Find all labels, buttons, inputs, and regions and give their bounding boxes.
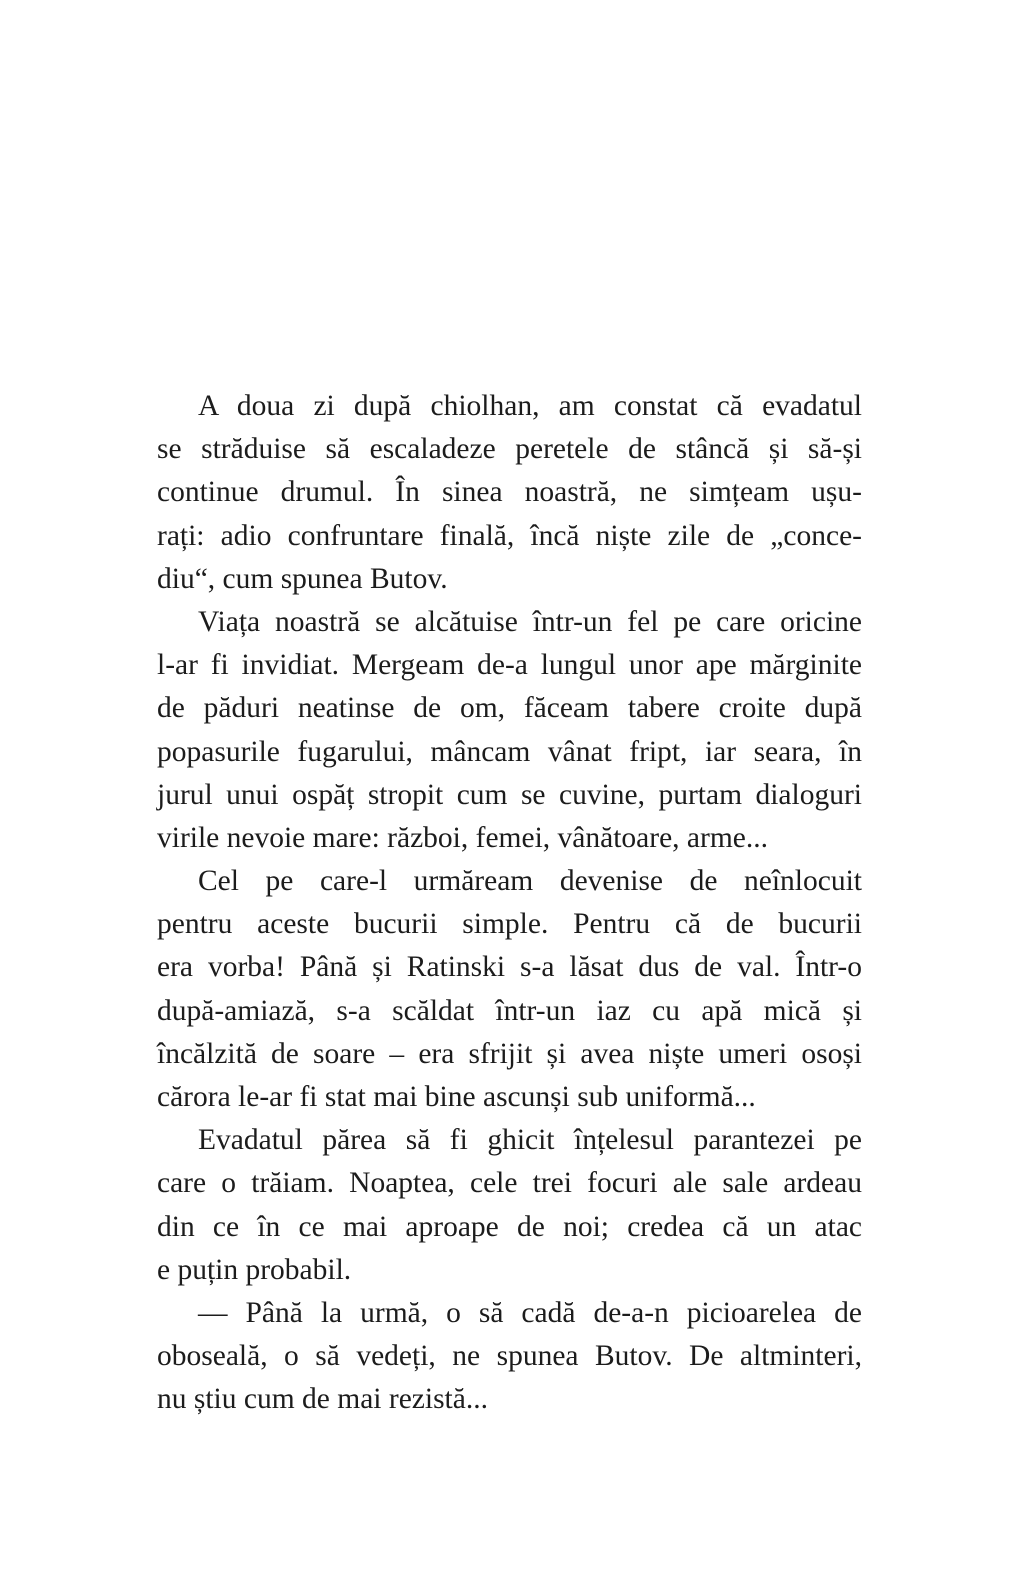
text-line: diu“, cum spunea Butov.	[157, 562, 448, 595]
paragraph	[157, 860, 862, 1119]
text-line: pentru aceste bucurii simple. Pentru că de bucurii	[157, 908, 862, 941]
paragraph	[157, 385, 862, 601]
paragraph	[157, 601, 862, 860]
text-line: oboseală, o să vedeți, ne spunea Butov. De altminteri,	[157, 1340, 862, 1373]
text-line: jurul unui ospăț stropit cum se cuvine, purtam dialoguri	[157, 778, 862, 811]
text-line: l-ar fi invidiat. Mergeam de-a lungul unor ape mărginite	[157, 649, 862, 682]
text-line: rați: adio confruntare finală, încă niște zile de „conce-	[157, 519, 862, 552]
text-line: virile nevoie mare: război, femei, vânătoare, arme...	[157, 821, 769, 854]
text-line: după-amiază, s-a scăldat într-un iaz cu apă mică și	[157, 994, 862, 1027]
text-line: încălzită de soare – era sfrijit și avea niște umeri osoși	[157, 1037, 862, 1070]
paragraph	[157, 1292, 862, 1422]
text-line: Cel pe care-l urmăream devenise de neînlocuit	[198, 865, 862, 898]
text-line: era vorba! Până și Ratinski s-a lăsat dus de val. Într-o	[157, 951, 862, 984]
paragraph	[157, 1119, 862, 1292]
text-line: de păduri neatinse de om, făceam tabere croite după	[157, 692, 862, 725]
text-line: din ce în ce mai aproape de noi; credea că un atac	[157, 1210, 862, 1243]
text-line: se străduise să escaladeze peretele de stâncă și să-și	[157, 433, 862, 466]
text-line: popasurile fugarului, mâncam vânat fript, iar seara, în	[157, 735, 862, 768]
text-line: A doua zi după chiolhan, am constat că evadatul	[198, 390, 862, 422]
text-line: Evadatul părea să fi ghicit înțelesul parantezei pe	[198, 1124, 862, 1157]
text-line: care o trăiam. Noaptea, cele trei focuri ale sale ardeau	[157, 1167, 862, 1200]
text-line: nu știu cum de mai rezistă...	[157, 1383, 488, 1416]
text-line: e puțin probabil.	[157, 1253, 352, 1286]
text-line: Viața noastră se alcătuise într-un fel pe care oricine	[198, 605, 862, 638]
text-line: — Până la urmă, o să cadă de-a-n picioarelea de	[198, 1296, 862, 1329]
body-text	[157, 385, 862, 1422]
text-line: continue drumul. În sinea noastră, ne simțeam ușu-	[157, 476, 862, 509]
text-line: cărora le-ar fi stat mai bine ascunși sub uniformă...	[157, 1081, 756, 1113]
